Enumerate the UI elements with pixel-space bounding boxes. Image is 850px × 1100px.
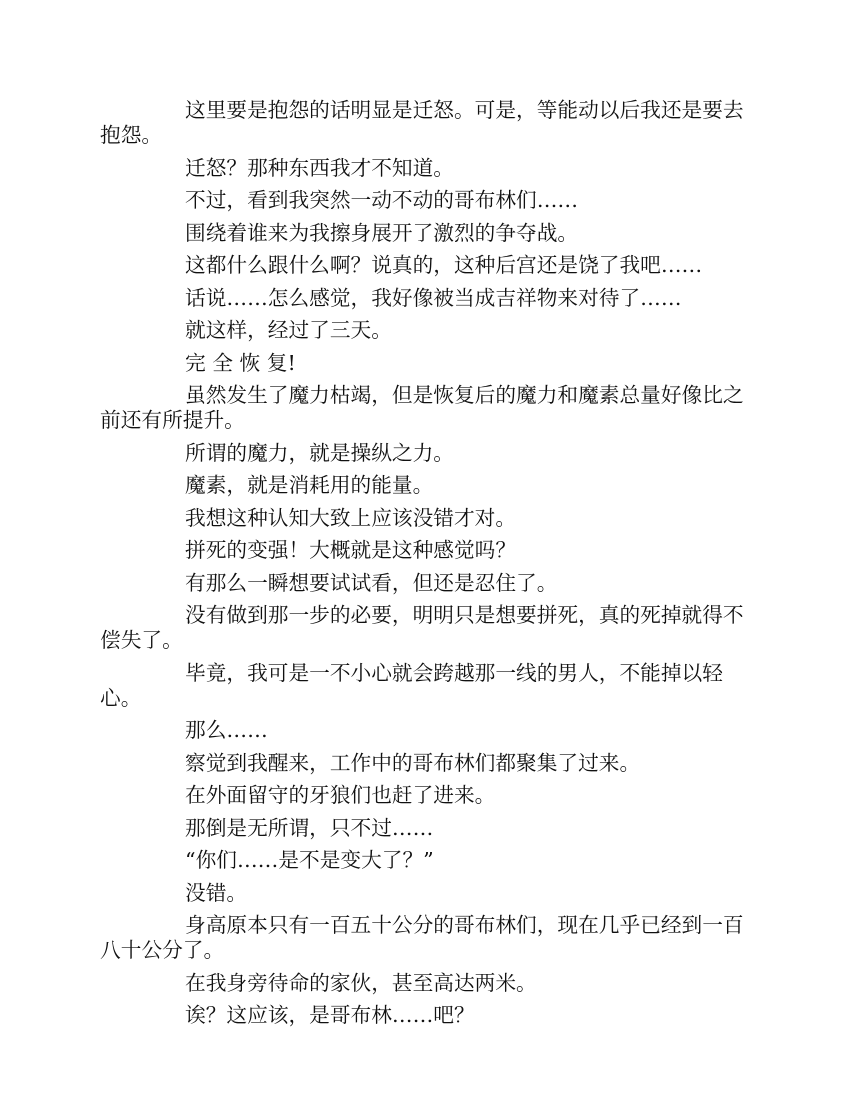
paragraph: 就这样，经过了三天。 <box>185 318 392 342</box>
paragraph: 身高原本只有一百五十公分的哥布林们，现在几乎已经到一百八十公分了。 <box>100 913 744 962</box>
paragraph: 毕竟，我可是一不小心就会跨越那一线的男人，不能掉以轻心。 <box>100 660 723 710</box>
paragraph: 没有做到那一步的必要，明明只是想要拼死，真的死掉就得不偿失了。 <box>100 603 744 652</box>
paragraph: 那么…… <box>185 718 268 742</box>
paragraph: 有那么一瞬想要试试看，但还是忍住了。 <box>185 570 558 595</box>
paragraph: “你们……是不是变大了？” <box>185 848 434 872</box>
paragraph: 在我身旁待命的家伙，甚至高达两米。 <box>185 970 537 995</box>
paragraph: 我想这种认知大致上应该没错才对。 <box>185 505 517 530</box>
paragraph: 围绕着谁来为我擦身展开了激烈的争夺战。 <box>185 220 579 245</box>
paragraph: 诶？这应该，是哥布林……吧？ <box>185 1003 475 1027</box>
paragraph: 没错。 <box>185 880 248 905</box>
paragraph: 话说……怎么感觉，我好像被当成吉祥物来对待了…… <box>185 285 682 310</box>
paragraph: 在外面留守的牙狼们也赶了进来。 <box>185 783 496 807</box>
paragraph: 完 全 恢 复! <box>185 350 296 375</box>
paragraph: 不过，看到我突然一动不动的哥布林们…… <box>185 188 579 212</box>
document-page <box>100 98 748 1036</box>
paragraph: 察觉到我醒来，工作中的哥布林们都聚集了过来。 <box>185 750 641 775</box>
paragraph: 这都什么跟什么啊？说真的，这种后宫还是饶了我吧…… <box>185 253 703 277</box>
paragraph: 虽然发生了魔力枯竭，但是恢复后的魔力和魔素总量好像比之前还有所提升。 <box>100 383 744 432</box>
paragraph: 那倒是无所谓，只不过…… <box>185 815 434 840</box>
paragraph: 魔素，就是消耗用的能量。 <box>185 473 434 497</box>
paragraph: 所谓的魔力，就是操纵之力。 <box>185 440 454 465</box>
paragraph: 这里要是抱怨的话明显是迁怒。可是，等能动以后我还是要去抱怨。 <box>100 98 744 147</box>
paragraph: 拼死的变强！大概就是这种感觉吗？ <box>185 538 517 562</box>
paragraph: 迁怒？那种东西我才不知道。 <box>185 155 454 180</box>
